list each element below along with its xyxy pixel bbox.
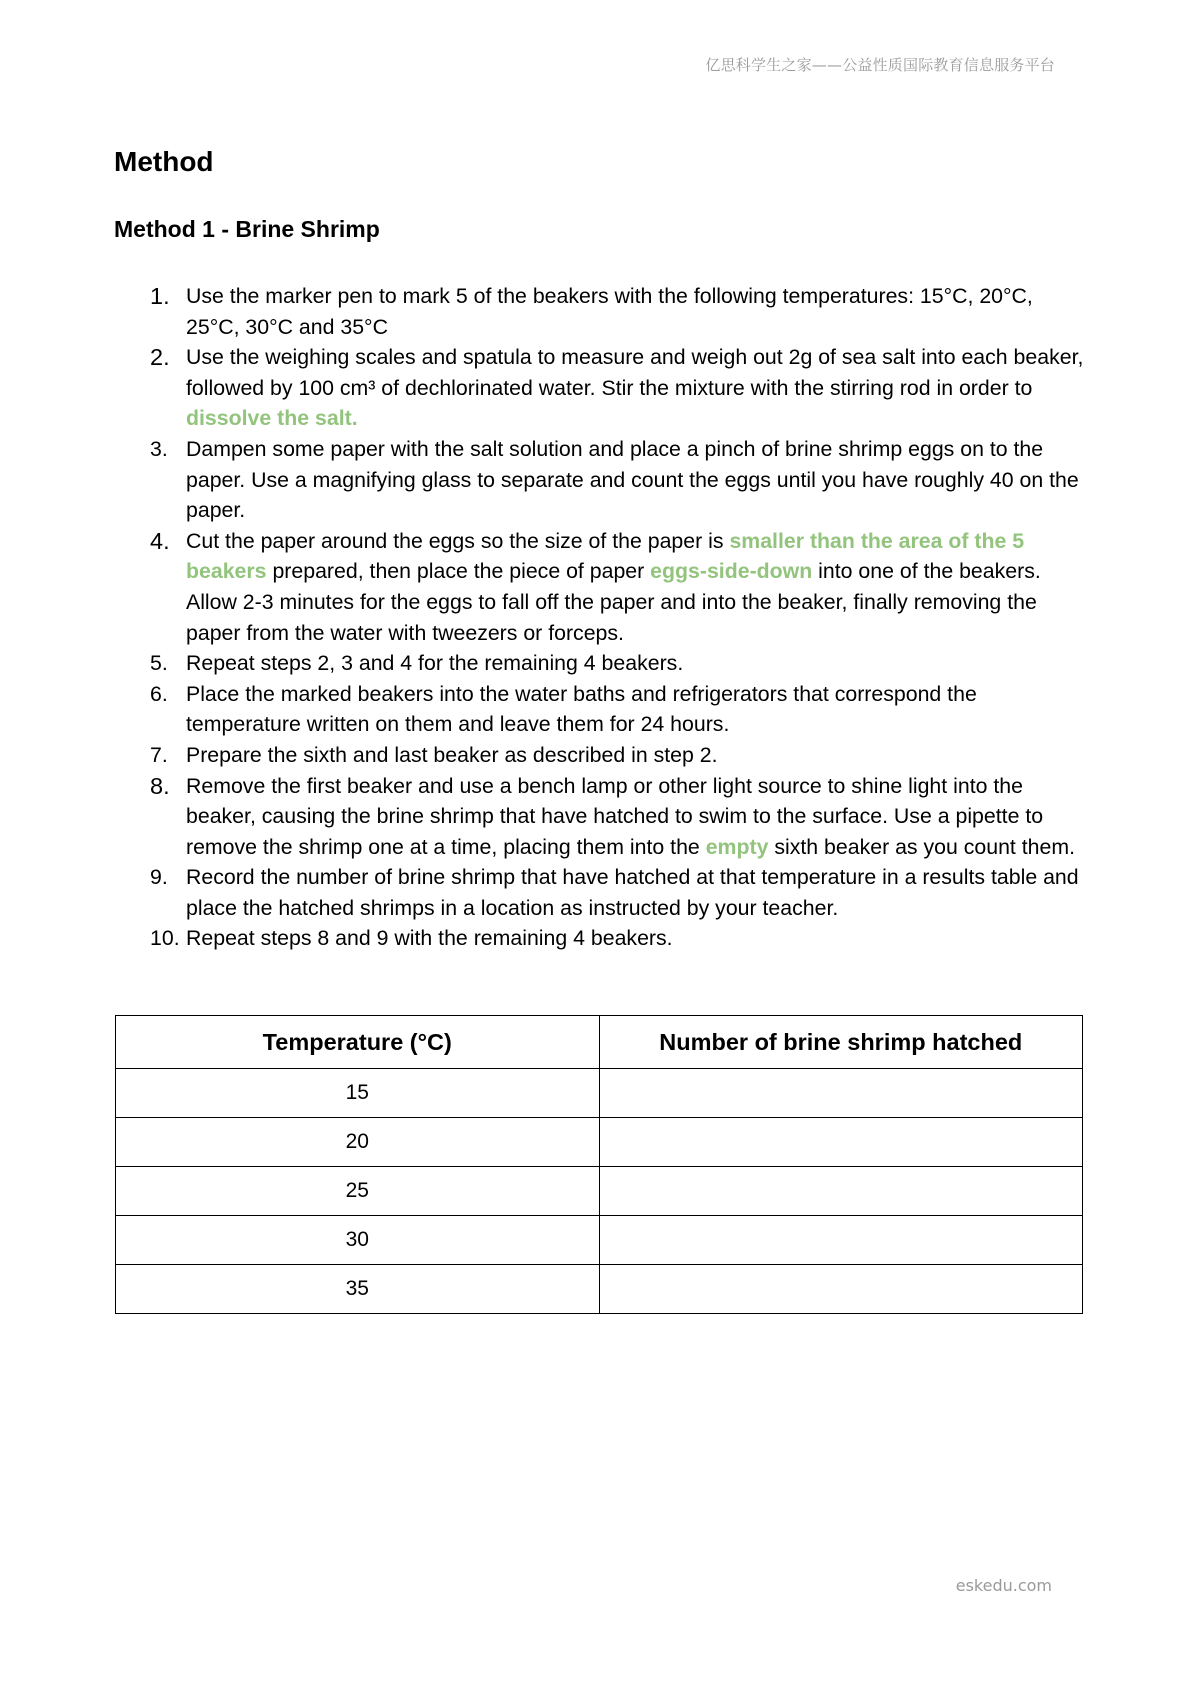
step-item: [114, 862, 1088, 923]
step-highlight: empty: [705, 834, 769, 859]
step-item: [114, 679, 1088, 740]
table-row: [116, 1118, 1083, 1167]
step-number: 6.: [150, 681, 168, 706]
step-number: 2.: [150, 344, 170, 371]
section-title: Method 1 - Brine Shrimp: [114, 216, 380, 242]
step-text: prepared, then place the piece of paper: [266, 559, 651, 584]
step-number: 8.: [150, 772, 170, 799]
step-number: 10.: [150, 926, 180, 951]
step-text: into one of the beakers. Allow 2-3 minutes for the eggs to fall off the paper and into the beaker, finally removing the paper from the water with tweezers or forceps.: [186, 559, 1041, 645]
step-highlight: eggs-side-down: [650, 559, 813, 584]
step-item: [114, 771, 1088, 863]
step-text: Record the number of brine shrimp that have hatched at that temperature in a results table and place the hatched shrimps in a location as instructed by your teacher.: [186, 865, 1079, 920]
step-number: 7.: [150, 742, 168, 767]
step-item: [114, 342, 1088, 434]
shrimp-count-cell: [599, 1167, 1083, 1216]
step-text: Use the marker pen to mark 5 of the beakers with the following temperatures: 15°C, 20°C, 25°C, 30°C and 35°C: [186, 284, 1033, 339]
temperature-cell: 35: [116, 1265, 600, 1314]
step-number: 5.: [150, 651, 168, 676]
step-item: [114, 740, 1088, 771]
step-highlight: smaller than the area of the 5 beakers: [186, 528, 1025, 584]
shrimp-count-cell: [599, 1118, 1083, 1167]
results-table: [115, 1015, 1083, 1314]
step-text: Place the marked beakers into the water baths and refrigerators that correspond the temperature written on them and leave them for 24 hours.: [186, 681, 977, 737]
step-text: sixth beaker as you count them.: [768, 834, 1076, 859]
header-watermark: 亿思科学生之家——公益性质国际教育信息服务平台: [705, 56, 1055, 74]
shrimp-count-cell: [599, 1069, 1083, 1118]
shrimp-count-cell: [599, 1216, 1083, 1265]
table-row: [116, 1265, 1083, 1314]
shrimp-count-cell: [599, 1265, 1083, 1314]
temperature-cell: 20: [116, 1118, 600, 1167]
step-number: 4.: [150, 527, 170, 554]
step-text: Repeat steps 2, 3 and 4 for the remaining 4 beakers.: [186, 651, 684, 676]
temperature-cell: 25: [116, 1167, 600, 1216]
step-highlight: dissolve the salt.: [186, 406, 358, 431]
step-item: [114, 923, 1088, 954]
step-text: Prepare the sixth and last beaker as described in step 2.: [186, 742, 718, 767]
step-text: Dampen some paper with the salt solution and place a pinch of brine shrimp eggs on to the paper. Use a magnifying glass to separate and count the eggs until you have roughly 40 on the paper.: [186, 436, 1079, 523]
step-text: Remove the first beaker and use a bench lamp or other light source to shine light into the beaker, causing the brine shrimp that have hatched to swim to the surface. Use a pipette to remove the shrimp one at a time, placing them into the: [186, 773, 1044, 859]
step-number: 1.: [150, 283, 170, 309]
step-item: [114, 434, 1088, 526]
step-number: 9.: [150, 865, 168, 890]
table-row: [116, 1216, 1083, 1265]
temperature-cell: 15: [116, 1069, 600, 1118]
method-steps-list: [114, 281, 1088, 954]
step-text: Cut the paper around the eggs so the size of the paper is: [186, 528, 730, 553]
step-item: [114, 648, 1088, 679]
step-item: [114, 281, 1088, 342]
footer-site: eskedu.com: [955, 1576, 1052, 1595]
step-text: Repeat steps 8 and 9 with the remaining 4 beakers.: [186, 926, 673, 951]
table-header-row: [116, 1016, 1083, 1069]
step-item: [114, 526, 1088, 648]
page-title: Method: [114, 146, 214, 177]
column-header-temperature: Temperature (°C): [116, 1016, 600, 1069]
step-text: Use the weighing scales and spatula to measure and weigh out 2g of sea salt into each beaker, followed by 100 cm³ of dechlorinated water. Stir the mixture with the stirring rod in order to: [186, 345, 1084, 400]
step-number: 3.: [150, 436, 168, 461]
table-row: [116, 1167, 1083, 1216]
column-header-shrimp-hatched: Number of brine shrimp hatched: [599, 1016, 1083, 1069]
table-row: [116, 1069, 1083, 1118]
temperature-cell: 30: [116, 1216, 600, 1265]
